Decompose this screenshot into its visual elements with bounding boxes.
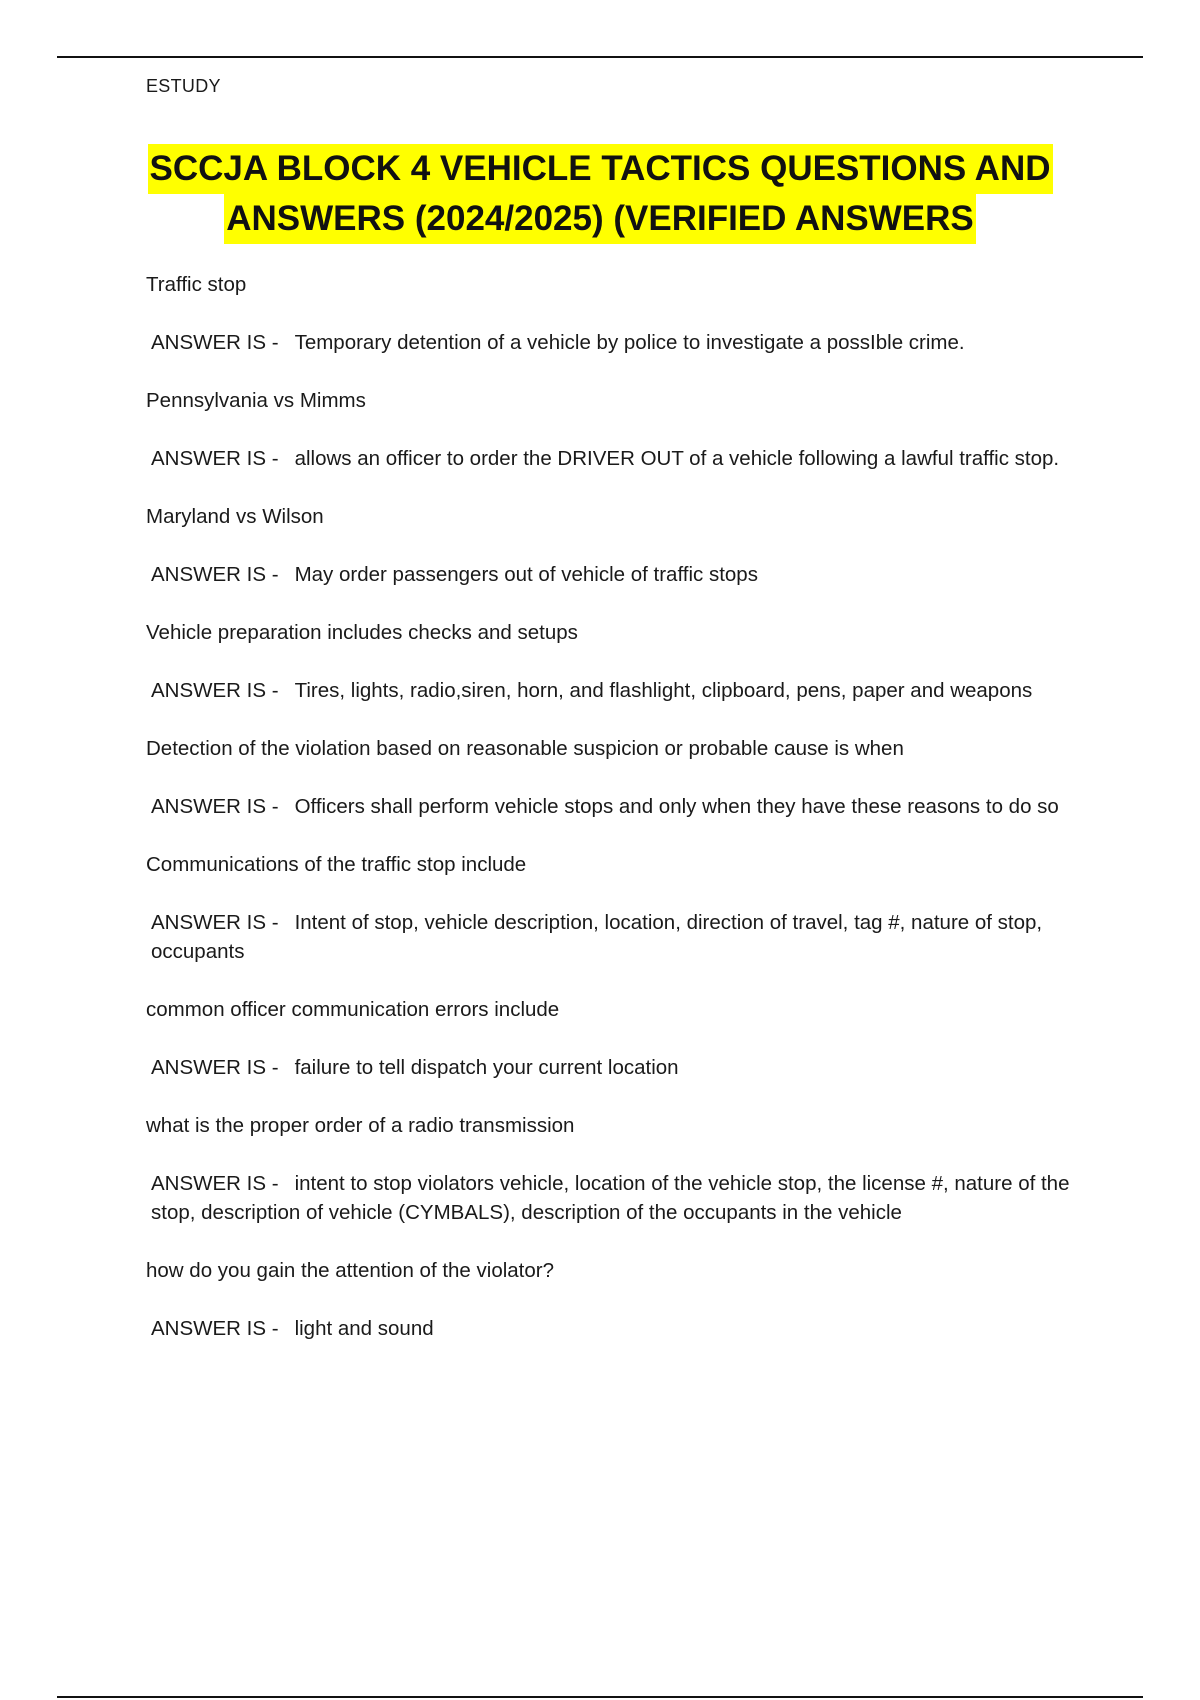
answer-text [146, 908, 1096, 966]
qa-item [146, 386, 1096, 473]
question-text: Detection of the violation based on reasonable suspicion or probable cause is when [146, 737, 904, 760]
answer-text [146, 1053, 1096, 1082]
answer-body: failure to tell dispatch your current location [294, 1056, 679, 1079]
qa-item [146, 734, 1096, 821]
answer-text [146, 328, 1096, 357]
qa-item [146, 1256, 1096, 1343]
question-text: Pennsylvania vs Mimms [146, 389, 366, 412]
question-text: common officer communication errors include [146, 998, 560, 1021]
answer-prefix: ANSWER IS - [151, 679, 279, 702]
qa-item [146, 502, 1096, 589]
answer-body: Temporary detention of a vehicle by police to investigate a possIble crime. [294, 331, 965, 354]
answer-prefix: ANSWER IS - [151, 447, 279, 470]
answer-prefix: ANSWER IS - [151, 1056, 279, 1079]
question-text: what is the proper order of a radio transmission [146, 1114, 575, 1137]
answer-body: Intent of stop, vehicle description, location, direction of travel, tag #, nature of stop, occupants [151, 911, 1043, 963]
answer-body: Tires, lights, radio,siren, horn, and flashlight, clipboard, pens, paper and weapons [294, 679, 1033, 702]
question-text: Communications of the traffic stop include [146, 853, 527, 876]
document-title [100, 144, 1100, 244]
question-text: Traffic stop [146, 273, 247, 296]
answer-prefix: ANSWER IS - [151, 331, 279, 354]
answer-prefix: ANSWER IS - [151, 911, 279, 934]
title-line-2: ANSWERS (2024/2025) (VERIFIED ANSWERS [224, 194, 976, 244]
question-text: Maryland vs Wilson [146, 505, 324, 528]
answer-body: allows an officer to order the DRIVER OUT of a vehicle following a lawful traffic stop. [294, 447, 1060, 470]
qa-item [146, 618, 1096, 705]
answer-body: light and sound [294, 1317, 434, 1340]
answer-text [146, 1169, 1096, 1227]
qa-item [146, 1111, 1096, 1227]
question-text: Vehicle preparation includes checks and setups [146, 621, 578, 644]
qa-list [146, 270, 1096, 1372]
answer-prefix: ANSWER IS - [151, 795, 279, 818]
qa-item [146, 995, 1096, 1082]
answer-text [146, 792, 1096, 821]
answer-body: May order passengers out of vehicle of traffic stops [294, 563, 758, 586]
answer-prefix: ANSWER IS - [151, 1172, 279, 1195]
answer-text [146, 676, 1096, 705]
answer-prefix: ANSWER IS - [151, 1317, 279, 1340]
title-line-1: SCCJA BLOCK 4 VEHICLE TACTICS QUESTIONS AND [148, 144, 1053, 194]
answer-text [146, 1314, 1096, 1343]
answer-prefix: ANSWER IS - [151, 563, 279, 586]
answer-body: Officers shall perform vehicle stops and only when they have these reasons to do so [294, 795, 1059, 818]
answer-text [146, 560, 1096, 589]
question-text: how do you gain the attention of the violator? [146, 1259, 555, 1282]
top-rule [57, 56, 1143, 58]
qa-item [146, 270, 1096, 357]
qa-item [146, 850, 1096, 966]
answer-body: intent to stop violators vehicle, location of the vehicle stop, the license #, nature of the stop, description of vehicle (CYMBALS), description of the occupants in the vehicle [151, 1172, 1070, 1224]
header-label: ESTUDY [146, 76, 221, 96]
bottom-rule [57, 1696, 1143, 1698]
answer-text [146, 444, 1096, 473]
